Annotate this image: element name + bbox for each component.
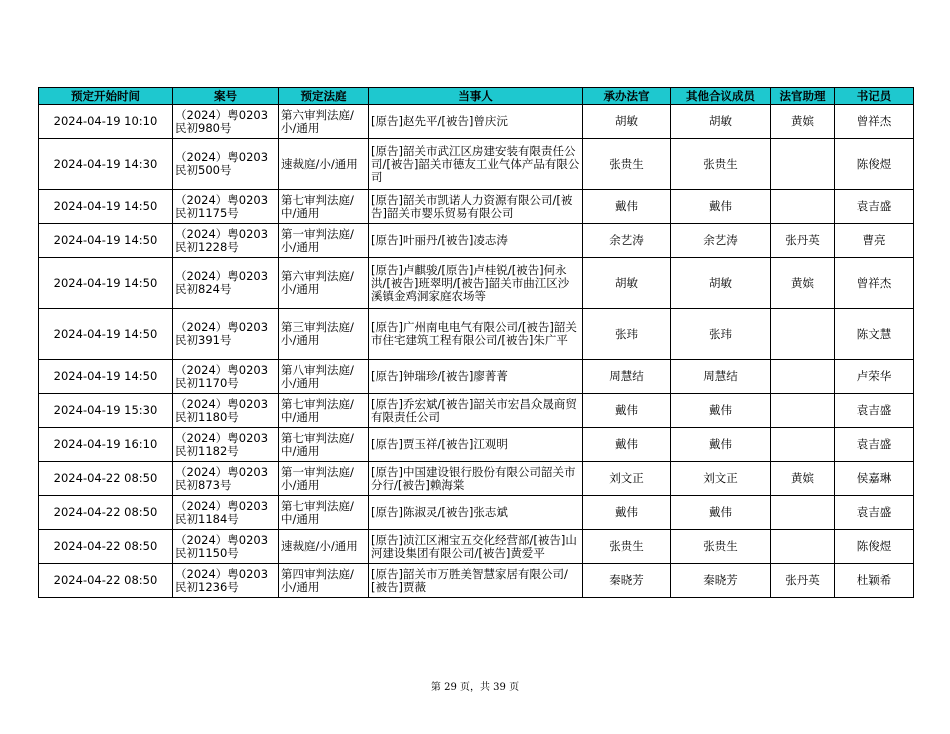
time-cell: 2024-04-19 14:50 bbox=[39, 190, 173, 224]
time-cell: 2024-04-19 14:50 bbox=[39, 309, 173, 360]
assistant-cell: 张丹英 bbox=[771, 224, 835, 258]
header-court: 预定法庭 bbox=[279, 88, 369, 105]
parties-cell: [原告]陈淑灵/[被告]张志斌 bbox=[369, 496, 583, 530]
case-cell: （2024）粤0203民初1182号 bbox=[173, 428, 279, 462]
parties-cell: [原告]韶关市凯诺人力资源有限公司/[被告]韶关市婴乐贸易有限公司 bbox=[369, 190, 583, 224]
time-cell: 2024-04-19 14:50 bbox=[39, 258, 173, 309]
header-clerk: 书记员 bbox=[835, 88, 914, 105]
case-cell: （2024）粤0203民初873号 bbox=[173, 462, 279, 496]
members-cell: 刘文正 bbox=[671, 462, 771, 496]
judge-cell: 张贵生 bbox=[583, 530, 671, 564]
schedule-table bbox=[38, 87, 914, 598]
court-cell: 第七审判法庭/中/通用 bbox=[279, 394, 369, 428]
time-cell: 2024-04-19 16:10 bbox=[39, 428, 173, 462]
court-cell: 第六审判法庭/小/通用 bbox=[279, 105, 369, 139]
table-row bbox=[39, 309, 914, 360]
parties-cell: [原告]乔宏斌/[被告]韶关市宏昌众晟商贸有限责任公司 bbox=[369, 394, 583, 428]
court-cell: 速裁庭/小/通用 bbox=[279, 530, 369, 564]
clerk-cell: 卢荣华 bbox=[835, 360, 914, 394]
page-footer: 第 29 页，共 39 页 bbox=[430, 682, 520, 693]
judge-cell: 戴伟 bbox=[583, 428, 671, 462]
parties-cell: [原告]卢麒骏/[原告]卢桂锐/[被告]何永洪/[被告]班翠明/[被告]韶关市曲江区沙溪镇金鸡洞家庭农场等 bbox=[369, 258, 583, 309]
clerk-cell: 曾祥杰 bbox=[835, 105, 914, 139]
court-cell: 速裁庭/小/通用 bbox=[279, 139, 369, 190]
court-cell: 第七审判法庭/中/通用 bbox=[279, 496, 369, 530]
table-row bbox=[39, 360, 914, 394]
members-cell: 戴伟 bbox=[671, 190, 771, 224]
table-row bbox=[39, 139, 914, 190]
case-cell: （2024）粤0203民初1180号 bbox=[173, 394, 279, 428]
case-cell: （2024）粤0203民初980号 bbox=[173, 105, 279, 139]
members-cell: 张玮 bbox=[671, 309, 771, 360]
parties-cell: [原告]韶关市万胜美智慧家居有限公司/[被告]贾薇 bbox=[369, 564, 583, 598]
table-row bbox=[39, 496, 914, 530]
clerk-cell: 杜颖希 bbox=[835, 564, 914, 598]
clerk-cell: 陈俊煜 bbox=[835, 139, 914, 190]
assistant-cell bbox=[771, 530, 835, 564]
court-cell: 第七审判法庭/中/通用 bbox=[279, 190, 369, 224]
members-cell: 戴伟 bbox=[671, 394, 771, 428]
header-row bbox=[39, 88, 914, 105]
clerk-cell: 曾祥杰 bbox=[835, 258, 914, 309]
table-row bbox=[39, 564, 914, 598]
clerk-cell: 袁吉盛 bbox=[835, 496, 914, 530]
case-cell: （2024）粤0203民初500号 bbox=[173, 139, 279, 190]
header-assistant: 法官助理 bbox=[771, 88, 835, 105]
judge-cell: 刘文正 bbox=[583, 462, 671, 496]
time-cell: 2024-04-19 15:30 bbox=[39, 394, 173, 428]
clerk-cell: 曹亮 bbox=[835, 224, 914, 258]
parties-cell: [原告]贾玉祥/[被告]江观明 bbox=[369, 428, 583, 462]
parties-cell: [原告]叶丽丹/[被告]凌志涛 bbox=[369, 224, 583, 258]
judge-cell: 戴伟 bbox=[583, 190, 671, 224]
members-cell: 张贵生 bbox=[671, 530, 771, 564]
case-cell: （2024）粤0203民初1175号 bbox=[173, 190, 279, 224]
assistant-cell: 黄嫔 bbox=[771, 105, 835, 139]
clerk-cell: 侯嘉琳 bbox=[835, 462, 914, 496]
case-cell: （2024）粤0203民初391号 bbox=[173, 309, 279, 360]
time-cell: 2024-04-22 08:50 bbox=[39, 564, 173, 598]
table-row bbox=[39, 105, 914, 139]
court-cell: 第三审判法庭/小/通用 bbox=[279, 309, 369, 360]
header-members: 其他合议成员 bbox=[671, 88, 771, 105]
judge-cell: 周慧结 bbox=[583, 360, 671, 394]
members-cell: 戴伟 bbox=[671, 428, 771, 462]
clerk-cell: 袁吉盛 bbox=[835, 190, 914, 224]
judge-cell: 戴伟 bbox=[583, 394, 671, 428]
judge-cell: 张玮 bbox=[583, 309, 671, 360]
parties-cell: [原告]钟瑞珍/[被告]廖菁菁 bbox=[369, 360, 583, 394]
assistant-cell bbox=[771, 190, 835, 224]
case-cell: （2024）粤0203民初1170号 bbox=[173, 360, 279, 394]
assistant-cell: 张丹英 bbox=[771, 564, 835, 598]
table-row bbox=[39, 258, 914, 309]
parties-cell: [原告]韶关市武江区房建安装有限责任公司/[被告]韶关市德友工业气体产品有限公司 bbox=[369, 139, 583, 190]
table-row bbox=[39, 190, 914, 224]
case-cell: （2024）粤0203民初824号 bbox=[173, 258, 279, 309]
header-case: 案号 bbox=[173, 88, 279, 105]
court-cell: 第七审判法庭/中/通用 bbox=[279, 428, 369, 462]
case-cell: （2024）粤0203民初1184号 bbox=[173, 496, 279, 530]
header-parties: 当事人 bbox=[369, 88, 583, 105]
court-cell: 第六审判法庭/小/通用 bbox=[279, 258, 369, 309]
table-row bbox=[39, 394, 914, 428]
parties-cell: [原告]赵先平/[被告]曾庆沅 bbox=[369, 105, 583, 139]
time-cell: 2024-04-22 08:50 bbox=[39, 496, 173, 530]
header-judge: 承办法官 bbox=[583, 88, 671, 105]
assistant-cell bbox=[771, 496, 835, 530]
case-cell: （2024）粤0203民初1150号 bbox=[173, 530, 279, 564]
judge-cell: 余艺涛 bbox=[583, 224, 671, 258]
parties-cell: [原告]中国建设银行股份有限公司韶关市分行/[被告]赖海棠 bbox=[369, 462, 583, 496]
clerk-cell: 袁吉盛 bbox=[835, 394, 914, 428]
members-cell: 戴伟 bbox=[671, 496, 771, 530]
judge-cell: 戴伟 bbox=[583, 496, 671, 530]
members-cell: 余艺涛 bbox=[671, 224, 771, 258]
court-cell: 第一审判法庭/小/通用 bbox=[279, 462, 369, 496]
time-cell: 2024-04-22 08:50 bbox=[39, 462, 173, 496]
members-cell: 秦晓芳 bbox=[671, 564, 771, 598]
members-cell: 周慧结 bbox=[671, 360, 771, 394]
time-cell: 2024-04-19 14:50 bbox=[39, 360, 173, 394]
table-row bbox=[39, 462, 914, 496]
parties-cell: [原告]广州南电电气有限公司/[被告]韶关市住宅建筑工程有限公司/[被告]朱广平 bbox=[369, 309, 583, 360]
parties-cell: [原告]浈江区湘宝五交化经营部/[被告]山河建设集团有限公司/[被告]黄爱平 bbox=[369, 530, 583, 564]
judge-cell: 胡敏 bbox=[583, 258, 671, 309]
clerk-cell: 陈文慧 bbox=[835, 309, 914, 360]
clerk-cell: 陈俊煜 bbox=[835, 530, 914, 564]
time-cell: 2024-04-19 14:30 bbox=[39, 139, 173, 190]
judge-cell: 秦晓芳 bbox=[583, 564, 671, 598]
court-cell: 第四审判法庭/小/通用 bbox=[279, 564, 369, 598]
table-row bbox=[39, 530, 914, 564]
case-cell: （2024）粤0203民初1236号 bbox=[173, 564, 279, 598]
court-cell: 第八审判法庭/小/通用 bbox=[279, 360, 369, 394]
time-cell: 2024-04-19 14:50 bbox=[39, 224, 173, 258]
court-cell: 第一审判法庭/小/通用 bbox=[279, 224, 369, 258]
assistant-cell bbox=[771, 309, 835, 360]
members-cell: 张贵生 bbox=[671, 139, 771, 190]
assistant-cell bbox=[771, 360, 835, 394]
header-time: 预定开始时间 bbox=[39, 88, 173, 105]
assistant-cell bbox=[771, 428, 835, 462]
time-cell: 2024-04-19 10:10 bbox=[39, 105, 173, 139]
assistant-cell bbox=[771, 139, 835, 190]
table-row bbox=[39, 224, 914, 258]
case-cell: （2024）粤0203民初1228号 bbox=[173, 224, 279, 258]
assistant-cell: 黄嫔 bbox=[771, 462, 835, 496]
time-cell: 2024-04-22 08:50 bbox=[39, 530, 173, 564]
clerk-cell: 袁吉盛 bbox=[835, 428, 914, 462]
judge-cell: 胡敏 bbox=[583, 105, 671, 139]
assistant-cell: 黄嫔 bbox=[771, 258, 835, 309]
table-row bbox=[39, 428, 914, 462]
assistant-cell bbox=[771, 394, 835, 428]
members-cell: 胡敏 bbox=[671, 258, 771, 309]
members-cell: 胡敏 bbox=[671, 105, 771, 139]
judge-cell: 张贵生 bbox=[583, 139, 671, 190]
